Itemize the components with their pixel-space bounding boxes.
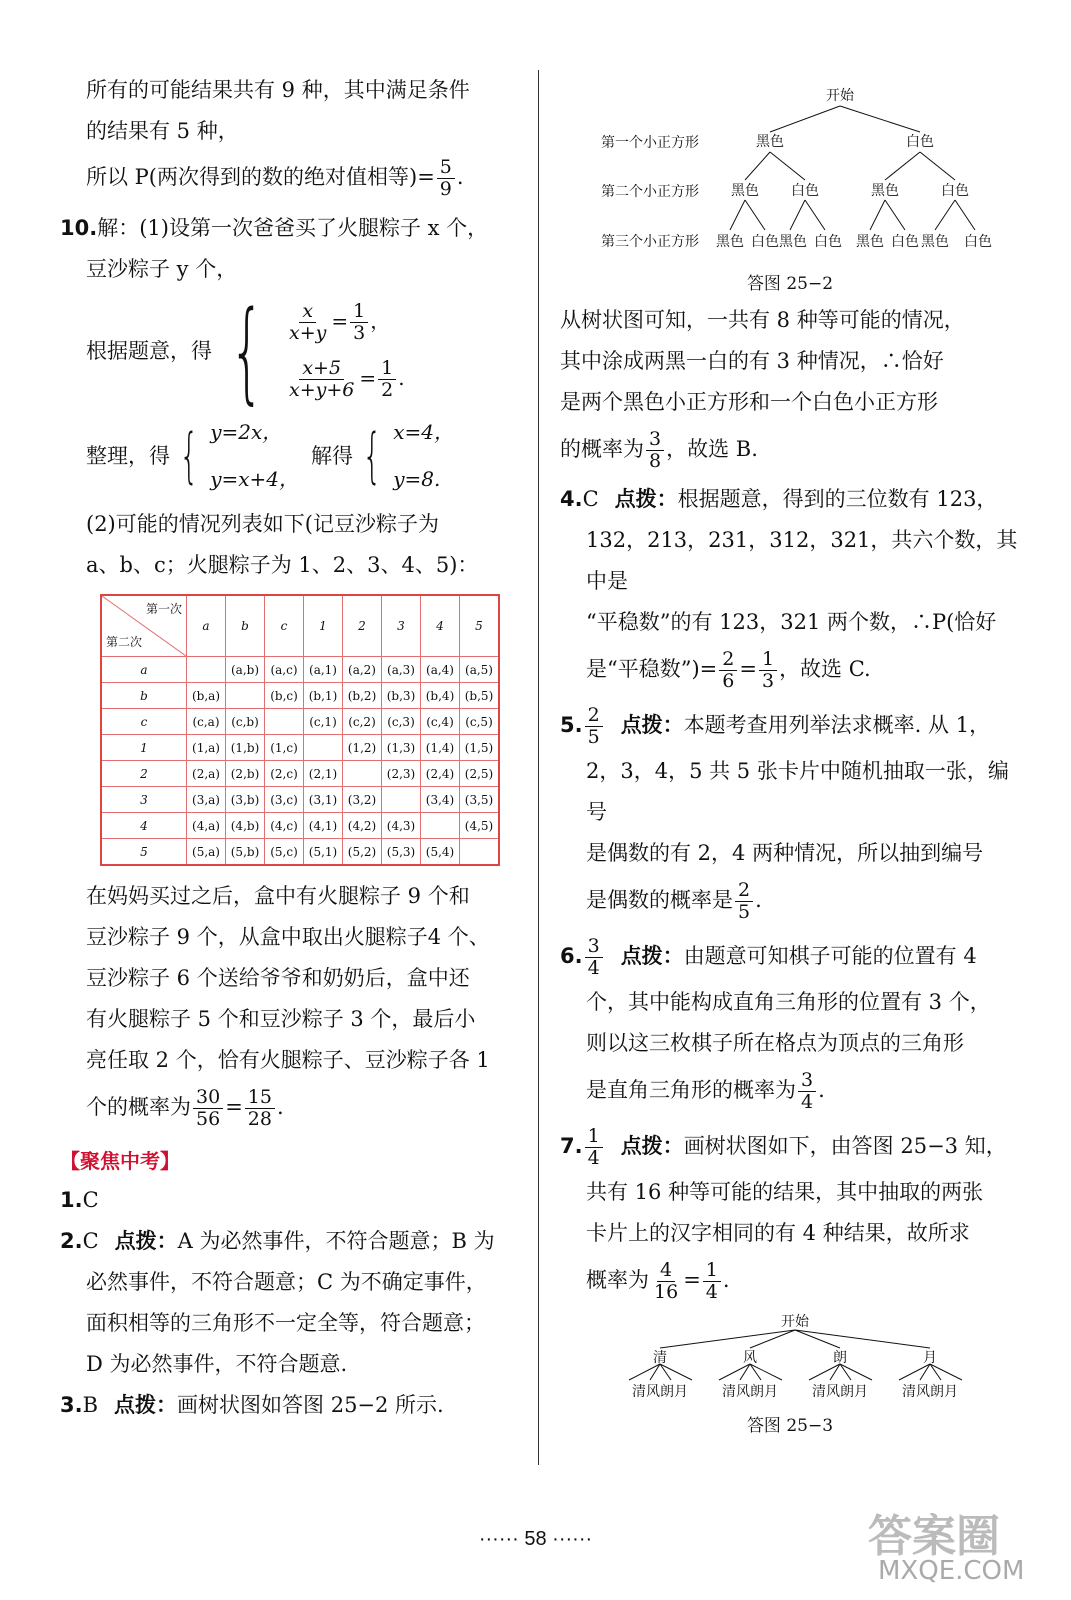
- table-cell: (1,4): [421, 735, 460, 761]
- leaf-white: 白色: [814, 234, 842, 250]
- table-cell: [265, 709, 304, 735]
- text-line: 的概率为 $\frac{3}{8}$ ，故选 B.: [560, 428, 758, 472]
- watermark-url: MXQE.COM: [878, 1556, 1025, 1586]
- text-line: 面积相等的三角形不一定全等，符合题意；: [86, 1311, 485, 1335]
- table-cell: [421, 813, 460, 839]
- text-line: 必然事件，不符合题意；C 为不确定事件，: [86, 1270, 487, 1294]
- column-divider: [538, 70, 539, 1465]
- table-cell: (1,a): [187, 735, 226, 761]
- table-cell: (2,4): [421, 761, 460, 787]
- table-cell: (4,5): [460, 813, 500, 839]
- leaf-white: 白色: [891, 234, 919, 250]
- table-cell: (c,b): [226, 709, 265, 735]
- table-corner: 第一次 第二次: [101, 595, 187, 657]
- text-line: 豆沙粽子 y 个，: [86, 257, 238, 281]
- table-cell: (5,b): [226, 839, 265, 866]
- text-line: 的结果有 5 种，: [86, 119, 239, 143]
- left-column: [60, 70, 520, 1426]
- text-line: 所有的可能结果共有 9 种，其中满足条件: [86, 78, 470, 102]
- tree2-leaves: 清风朗月: [812, 1384, 868, 1400]
- table-cell: (5,2): [343, 839, 382, 866]
- table-cell: (4,3): [382, 813, 421, 839]
- table-row-header: c: [101, 709, 187, 735]
- tree2-leaves: 清风朗月: [632, 1384, 688, 1400]
- table-cell: (b,2): [343, 683, 382, 709]
- tree2-node: 清: [653, 1350, 667, 1366]
- table-cell: [460, 839, 500, 866]
- table-row: [101, 657, 499, 683]
- text-line: (2)可能的情况列表如下(记豆沙粽子为: [86, 512, 439, 536]
- table-cell: [187, 657, 226, 683]
- tree-diagram-25-3: [615, 1312, 975, 1407]
- outcome-table: [100, 594, 500, 866]
- table-col-header: b: [226, 595, 265, 657]
- table-cell: (4,a): [187, 813, 226, 839]
- node-black: 黑色: [731, 183, 759, 199]
- table-row-header: 4: [101, 813, 187, 839]
- text-line: 2，3，4，5 共 5 张卡片中随机抽取一张，编号: [586, 759, 1009, 824]
- right-column: [560, 80, 1020, 1442]
- table-cell: (4,1): [304, 813, 343, 839]
- table-cell: [226, 683, 265, 709]
- tree2-node: 朗: [833, 1350, 847, 1366]
- node-black: 黑色: [871, 183, 899, 199]
- leaf-white: 白色: [751, 234, 779, 250]
- text-line: D 为必然事件，不符合题意.: [86, 1352, 348, 1376]
- table-cell: (4,2): [343, 813, 382, 839]
- table-cell: (3,2): [343, 787, 382, 813]
- tree2-leaves: 清风朗月: [902, 1384, 958, 1400]
- table-cell: (a,c): [265, 657, 304, 683]
- table-cell: (5,c): [265, 839, 304, 866]
- text-line: 个的概率为 $\frac{30}{56}$ = $\frac{15}{28}$ .: [86, 1086, 284, 1130]
- table-cell: (c,4): [421, 709, 460, 735]
- tree2-node: 月: [923, 1350, 937, 1366]
- answer-2: 2.C 点拨：A 为必然事件，不符合题意；B 为: [60, 1229, 495, 1253]
- tree-diagram-25-2: [580, 80, 1000, 265]
- table-cell: (b,1): [304, 683, 343, 709]
- page-number: ······ 58 ······: [478, 1528, 593, 1550]
- table-cell: (a,4): [421, 657, 460, 683]
- text-line: 有火腿粽子 5 个和豆沙粽子 3 个，最后小: [86, 1007, 476, 1031]
- text-line: a、b、c；火腿粽子为 1、2、3、4、5)：: [86, 553, 479, 577]
- table-cell: (a,2): [343, 657, 382, 683]
- table-col-header: c: [265, 595, 304, 657]
- table-cell: (2,c): [265, 761, 304, 787]
- table-row-header: 3: [101, 787, 187, 813]
- table-row-header: a: [101, 657, 187, 683]
- text-line: 亮任取 2 个，恰有火腿粽子、豆沙粽子各 1: [86, 1048, 490, 1072]
- table-cell: (1,2): [343, 735, 382, 761]
- leaf-black: 黑色: [779, 234, 807, 250]
- table-cell: (b,3): [382, 683, 421, 709]
- tree2-start: 开始: [781, 1314, 809, 1330]
- tree2-node: 风: [743, 1350, 757, 1366]
- figure-caption: 答图 25−2: [746, 274, 834, 294]
- tree-start: 开始: [826, 88, 854, 104]
- answer-6: 6. $\frac{3}{4}$ 点拨：由题意可知棋子可能的位置有 4: [560, 935, 977, 979]
- text-line: 是直角三角形的概率为 $\frac{3}{4}$ .: [586, 1069, 825, 1113]
- table-cell: (1,b): [226, 735, 265, 761]
- table-col-header: 4: [421, 595, 460, 657]
- text-line: 其中涂成两黑一白的有 3 种情况，∴恰好: [560, 349, 944, 373]
- table-col-header: 2: [343, 595, 382, 657]
- table-cell: (2,a): [187, 761, 226, 787]
- row1-label: 第一个小正方形: [601, 135, 699, 151]
- table-cell: (2,1): [304, 761, 343, 787]
- table-row: [101, 683, 499, 709]
- table-cell: (a,b): [226, 657, 265, 683]
- table-col-header: 3: [382, 595, 421, 657]
- table-row: [101, 709, 499, 735]
- table-col-header: 5: [460, 595, 500, 657]
- node-white: 白色: [941, 183, 969, 199]
- answer-5: 5. $\frac{2}{5}$ 点拨：本题考查用列举法求概率. 从 1，: [560, 704, 991, 748]
- table-row-header: 2: [101, 761, 187, 787]
- text-line: 在妈妈买过之后，盒中有火腿粽子 9 个和: [86, 884, 470, 908]
- text-line: 从树状图可知，一共有 8 种等可能的情况，: [560, 308, 965, 332]
- node-black: 黑色: [756, 134, 784, 150]
- text-line: 是偶数的有 2，4 两种情况，所以抽到编号: [586, 841, 984, 865]
- text-line: 则以这三枚棋子所在格点为顶点的三角形: [586, 1031, 964, 1055]
- text-line: 是偶数的概率是 $\frac{2}{5}$ .: [586, 879, 762, 923]
- node-white: 白色: [791, 183, 819, 199]
- leaf-black: 黑色: [921, 234, 949, 250]
- table-cell: (5,a): [187, 839, 226, 866]
- answer-4: 4.C 点拨：根据题意，得到的三位数有 123，: [560, 487, 998, 511]
- fraction: $\frac{5}{9}$: [437, 157, 455, 200]
- table-cell: (c,5): [460, 709, 500, 735]
- table-cell: (2,3): [382, 761, 421, 787]
- figure-caption: 答图 25−3: [746, 1416, 834, 1436]
- table-row: [101, 735, 499, 761]
- table-cell: (1,5): [460, 735, 500, 761]
- text-line: 共有 16 种等可能的结果，其中抽取的两张: [586, 1180, 984, 1204]
- node-white: 白色: [906, 134, 934, 150]
- table-row-header: 5: [101, 839, 187, 866]
- table-cell: (3,1): [304, 787, 343, 813]
- table-cell: (5,1): [304, 839, 343, 866]
- table-cell: (c,2): [343, 709, 382, 735]
- answer-7: 7. $\frac{1}{4}$ 点拨：画树状图如下，由答图 25−3 知，: [560, 1125, 1007, 1169]
- table-cell: (3,c): [265, 787, 304, 813]
- equation-system: 根据题意，得 { $\frac{x}{x+y}$ = $\frac{1}{3}$ ， $\frac{x+5}{x+y+6}$ = $\frac{1}{2}$ .: [86, 287, 405, 415]
- table-cell: [304, 735, 343, 761]
- table-cell: (a,3): [382, 657, 421, 683]
- watermark-logo: 答案圈: [868, 1511, 1000, 1562]
- table-cell: (1,3): [382, 735, 421, 761]
- table-cell: (a,1): [304, 657, 343, 683]
- q10-line: 10.解：(1)设第一次爸爸买了火腿粽子 x 个，: [60, 216, 489, 240]
- text-line: 豆沙粽子 9 个，从盒中取出火腿粽子4 个、: [86, 925, 490, 949]
- table-cell: (3,a): [187, 787, 226, 813]
- text-line: 所以 P(两次得到的数的绝对值相等)= $\frac{5}{9}$ .: [86, 156, 464, 200]
- tree2-leaves: 清风朗月: [722, 1384, 778, 1400]
- text-line: 卡片上的汉字相同的有 4 种结果，故所求: [586, 1221, 970, 1245]
- table-cell: (c,a): [187, 709, 226, 735]
- table-cell: (3,b): [226, 787, 265, 813]
- table-col-header: 1: [304, 595, 343, 657]
- table-row-header: b: [101, 683, 187, 709]
- leaf-black: 黑色: [716, 234, 744, 250]
- table-cell: (4,c): [265, 813, 304, 839]
- table-cell: (3,5): [460, 787, 500, 813]
- text-line: 豆沙粽子 6 个送给爷爷和奶奶后，盒中还: [86, 966, 470, 990]
- tidy-solve-line: 整理，得 { y=2x， y=x+4， 解得 { x=4， y=8.: [86, 420, 454, 491]
- answer-3: 3.B 点拨：画树状图如答图 25−2 所示.: [60, 1393, 444, 1417]
- text-line: 是“平稳数”)= $\frac{2}{6}$ = $\frac{1}{3}$ ，故选 C.: [586, 648, 871, 692]
- table-cell: (2,b): [226, 761, 265, 787]
- text-line: “平稳数”的有 123，321 两个数，∴P(恰好: [586, 610, 997, 634]
- row3-label: 第三个小正方形: [601, 234, 699, 250]
- table-cell: (c,3): [382, 709, 421, 735]
- table-row: [101, 761, 499, 787]
- table-cell: (4,b): [226, 813, 265, 839]
- leaf-black: 黑色: [856, 234, 884, 250]
- table-row: [101, 839, 499, 866]
- table-col-header: a: [187, 595, 226, 657]
- answer-1: 1.C: [60, 1188, 99, 1212]
- table-row-header: 1: [101, 735, 187, 761]
- text-line: 是两个黑色小正方形和一个白色小正方形: [560, 390, 938, 414]
- table-cell: (3,4): [421, 787, 460, 813]
- text-line: 132，213，231，312，321，共六个数，其中是: [586, 528, 1018, 593]
- table-cell: (2,5): [460, 761, 500, 787]
- text-line: 个，其中能构成直角三角形的位置有 3 个，: [586, 990, 991, 1014]
- leaf-white: 白色: [964, 234, 992, 250]
- table-cell: (b,a): [187, 683, 226, 709]
- table-cell: (b,c): [265, 683, 304, 709]
- table-cell: (a,5): [460, 657, 500, 683]
- row2-label: 第二个小正方形: [601, 184, 699, 200]
- text-line: 概率为 $\frac{4}{16}$ = $\frac{1}{4}$ .: [586, 1259, 730, 1303]
- table-cell: (b,5): [460, 683, 500, 709]
- table-cell: (c,1): [304, 709, 343, 735]
- section-title: 【聚焦中考】: [60, 1149, 180, 1173]
- table-cell: [382, 787, 421, 813]
- table-cell: (b,4): [421, 683, 460, 709]
- table-cell: (1,c): [265, 735, 304, 761]
- table-cell: (5,4): [421, 839, 460, 866]
- table-row: [101, 787, 499, 813]
- table-cell: (5,3): [382, 839, 421, 866]
- table-row: [101, 813, 499, 839]
- table-cell: [343, 761, 382, 787]
